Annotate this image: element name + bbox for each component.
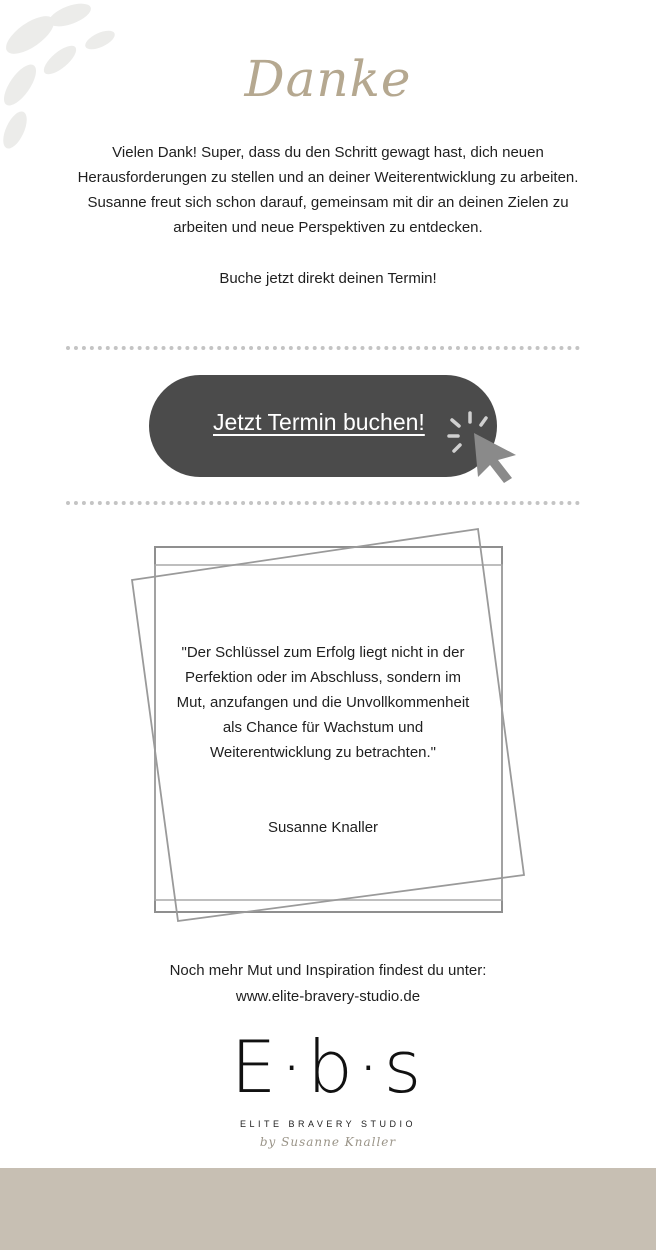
website-link[interactable]: www.elite-bravery-studio.de: [235, 988, 421, 1005]
cursor-click-icon: [440, 405, 530, 485]
cta-text: Buche jetzt direkt deinen Termin!: [219, 270, 437, 287]
brand-logo: E·b·s: [230, 1025, 426, 1109]
intro-text: Vielen Dank! Super, dass du den Schritt gewagt hast, dich neuen Herausforderungen zu stellen und an deiner Weiterentwicklung zu arbeiten. Susanne freut sich schon darauf, gemeinsam mit dir an deinen Zielen zu arbeiten und neue Perspektiven zu entdecken.: [77, 144, 579, 236]
page-title: Danke: [244, 50, 412, 108]
divider-bottom: [66, 501, 580, 505]
footer-band: [0, 1168, 656, 1250]
more-inspiration: [0, 958, 656, 1010]
brand-name: ELITE BRAVERY STUDIO: [239, 1119, 417, 1129]
brand-byline: by Susanne Knaller: [259, 1135, 397, 1149]
divider-top: [66, 346, 580, 350]
book-appointment-label: Jetzt Termin buchen!: [213, 409, 425, 435]
quote-text: "Der Schlüssel zum Erfolg liegt nicht in der Perfektion oder im Abschluss, sondern im Mut, anzufangen und die Unvollkommenheit als Chance für Wachstum und Weiterentwicklung zu betrachten.": [176, 644, 470, 761]
quote-author: Susanne Knaller: [267, 819, 379, 836]
more-inspiration-text: Noch mehr Mut und Inspiration findest du unter:: [169, 962, 487, 979]
